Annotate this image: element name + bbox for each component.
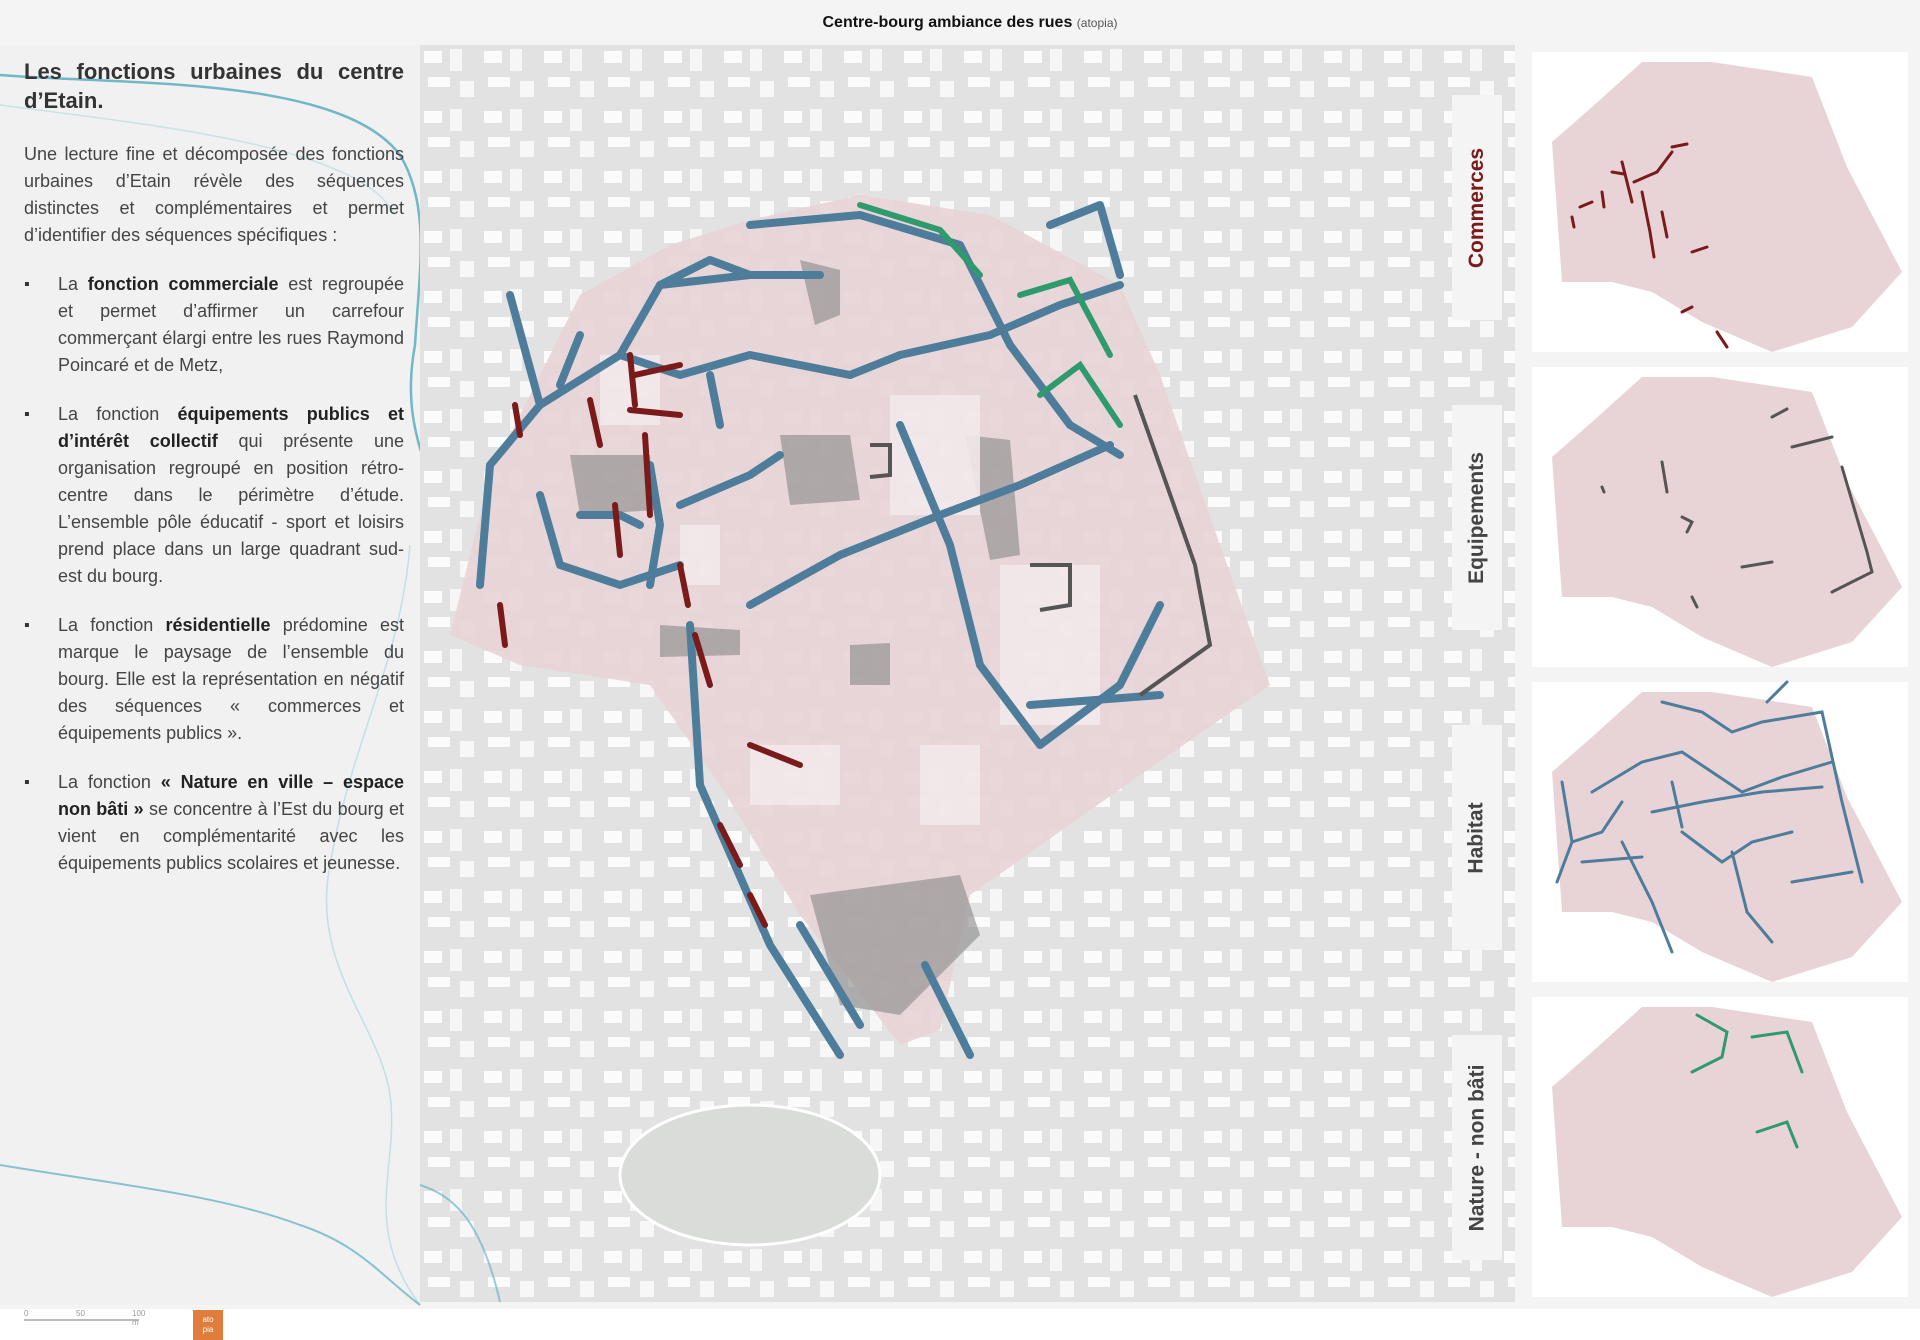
thematic-panels (1532, 52, 1908, 1302)
text-content (24, 57, 404, 877)
scale-bar: 0 50 100 m (24, 1309, 146, 1327)
page-title (420, 14, 1520, 42)
atopia-logo: ato pia (193, 1310, 223, 1340)
thumb-nature (1532, 997, 1908, 1297)
label-habitat: Habitat (1452, 725, 1502, 950)
label-equipements: Equipements (1452, 405, 1502, 630)
thumb-habitat (1532, 682, 1908, 982)
aerial-map (420, 45, 1515, 1302)
title-sub: (atopia) (1076, 16, 1118, 30)
label-commerces: Commerces (1452, 95, 1502, 320)
section-heading: Les fonctions urbaines du centre d’Etain. (24, 59, 404, 113)
map-drawing (420, 45, 1515, 1302)
bullet-commerce: ▪ La fonction commerciale est regroupée et permet d’affirmer un carrefour commerçant élargi entre les rues Raymond Poincaré et de Metz, (24, 271, 404, 379)
title-main: Centre-bourg ambiance des rues (822, 14, 1073, 31)
intro-paragraph: Une lecture fine et décomposée des fonctions urbaines d’Etain révèle des séquences distinctes et complémentaires et permet d’identifier des séquences spécifiques : (24, 144, 404, 245)
bullet-nature: ▪ La fonction « Nature en ville – espace non bâti » se concentre à l’Est du bourg et vient en complémentarité avec les équipements publics scolaires et jeunesse. (24, 769, 404, 877)
bullet-residentielle: ▪ La fonction résidentielle prédomine est marque le paysage de l’ensemble du bourg. Elle est la représentation en négatif des séquences « commerces et équipements publics ». (24, 612, 404, 747)
thumb-commerces (1532, 52, 1908, 352)
label-nature: Nature - non bâti (1452, 1035, 1502, 1260)
thumb-equipements (1532, 367, 1908, 667)
text-column (0, 45, 420, 1334)
bullet-equipements: ▪ La fonction équipements publics et d’intérêt collectif qui présente une organisation regroupé en position rétro-centre dans le périmètre d’étude. L’ensemble pôle éducatif - sport et loisirs prend place dans un large quadrant sud-est du bourg. (24, 401, 404, 590)
panel-labels (1452, 95, 1502, 1245)
